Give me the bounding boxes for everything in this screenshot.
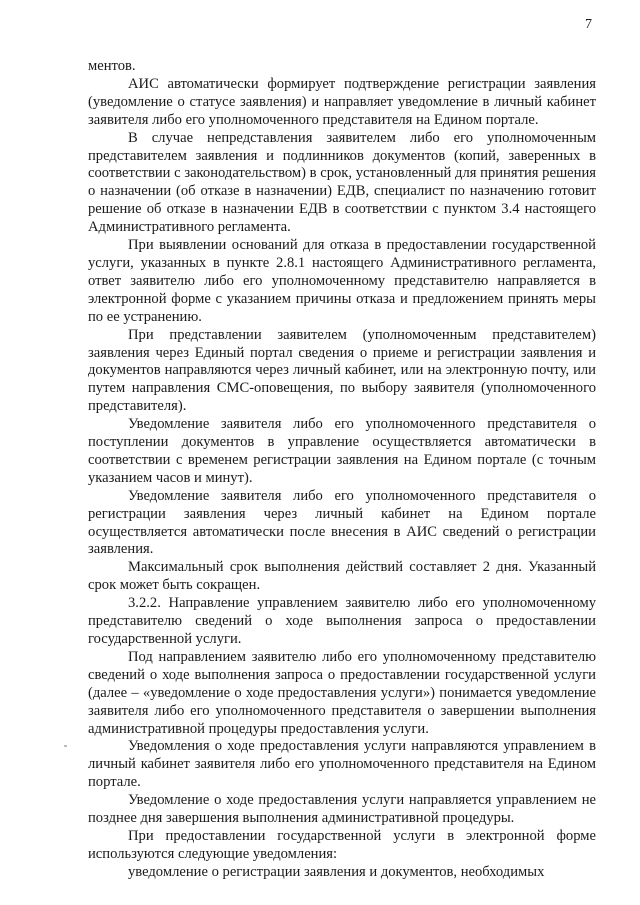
- paragraph: В случае непредставления заявителем либо его уполномоченным представителем заявления и подлинников документов (копий, заверенных в соответствии с законодательством) в срок, установленный для принятия решения о назначении (об отказе в назначении) ЕДВ, специалист по назначению готовит решение об отказе в назначении ЕДВ в соответствии с пунктом 3.4 настоящего Административного регламента.: [88, 129, 596, 236]
- paragraph: Уведомление о ходе предоставления услуги направляется управлением не позднее дня завершения выполнения административной процедуры.: [88, 792, 596, 827]
- page-number: 7: [585, 17, 592, 32]
- paragraph: уведомление о регистрации заявления и документов, необходимых: [128, 863, 545, 880]
- paragraph: АИС автоматически формирует подтверждение регистрации заявления (уведомление о статусе заявления) и направляет уведомление в личный кабинет заявителя либо его уполномоченного представителя на Едином портале.: [88, 75, 596, 128]
- paragraph: Максимальный срок выполнения действий составляет 2 дня. Указанный срок может быть сокращен.: [88, 559, 596, 594]
- paragraph: При предоставлении государственной услуги в электронной форме используются следующие уведомления:: [88, 827, 596, 862]
- section-heading-3-2-2: 3.2.2. Направление управлением заявителю либо его уполномоченному представителю сведений о ходе выполнения запроса о предоставлении государственной услуги.: [88, 595, 596, 647]
- paragraph: При выявлении оснований для отказа в предоставлении государственной услуги, указанных в пункте 2.8.1 настоящего Административного регламента, ответ заявителю либо его уполномоченному представителю направляется в электронной форме с указанием причины отказа и предложением принять меры по ее устранению.: [88, 237, 596, 325]
- paragraph: При представлении заявителем (уполномоченным представителем) заявления через Единый портал сведения о приеме и регистрации заявления и документов направляются через личный кабинет, или на электронную почту, или путем направления СМС-оповещения, по выбору заявителя (уполномоченного представителя).: [88, 326, 596, 415]
- paragraph: Уведомление заявителя либо его уполномоченного представителя о регистрации заявления через личный кабинет на Едином портале осуществляется автоматически после внесения в АИС сведений о регистрации заявления.: [88, 487, 596, 558]
- paragraph: Уведомление заявителя либо его уполномоченного представителя о поступлении документов в управление осуществляется автоматически в соответствии с временем регистрации заявления на Едином портале (с точным указанием часов и минут).: [88, 416, 596, 486]
- paragraph: ментов.: [88, 58, 136, 74]
- paragraph: Под направлением заявителю либо его уполномоченному представителю сведений о ходе выполнения запроса о предоставлении государственной услуги (далее – «уведомление о ходе предоставления услуги») понимается уведомление заявителя либо его уполномоченного представителя о завершении выполнения административной процедуры предоставления услуги.: [88, 648, 596, 737]
- scan-mark: [64, 745, 67, 747]
- document-body: [88, 58, 596, 882]
- paragraph: Уведомления о ходе предоставления услуги направляются управлением в личный кабинет заявителя либо его уполномоченного представителя на Едином портале.: [88, 738, 596, 791]
